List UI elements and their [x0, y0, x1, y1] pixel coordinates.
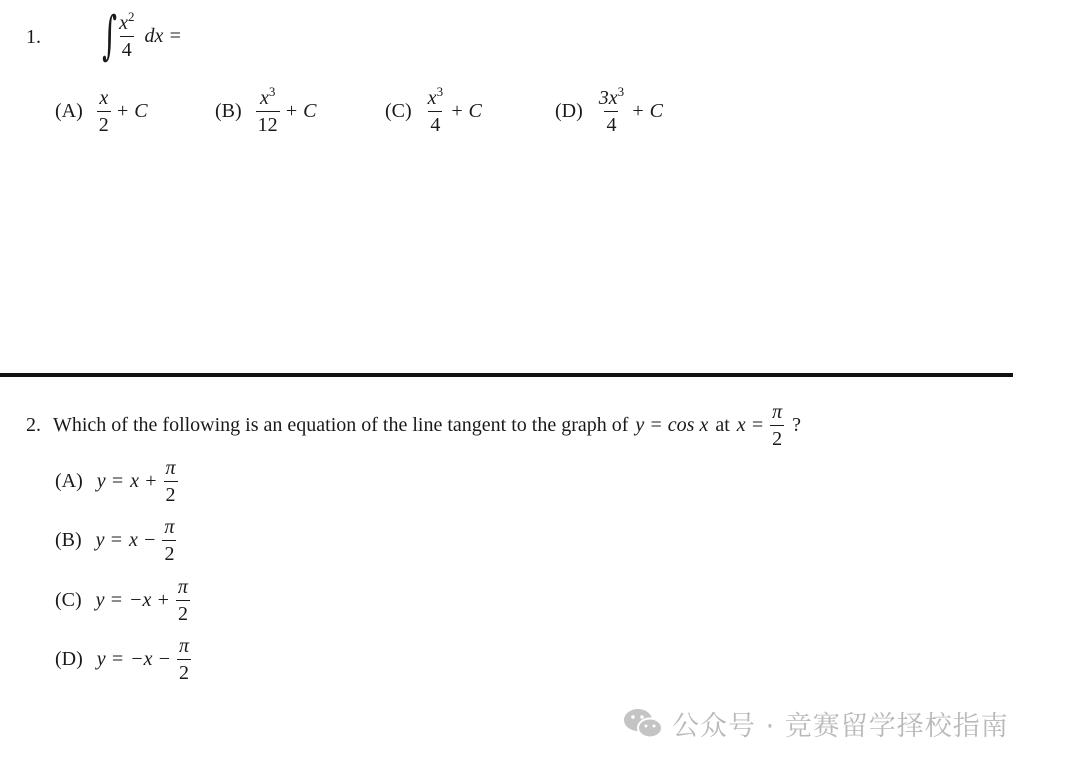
stem-fraction: $\frac{\pi}{2}$ [772, 401, 783, 450]
choice-a[interactable]: (A) $\frac{x}{2}$ + C [55, 87, 148, 136]
choice-d[interactable]: (D) $\frac{3x^3}{4}$ + C [555, 84, 663, 136]
integrand-fraction: $\frac{x^2}{4}$ [119, 8, 135, 61]
wechat-icon [622, 706, 664, 742]
watermark-text: 公众号 · 竞赛留学择校指南 [672, 711, 1009, 742]
choice-c[interactable]: (C) y = −x + $\frac{\pi}{2}$ [55, 576, 188, 625]
watermark [622, 704, 1009, 743]
stem-equation: y = cos x [635, 414, 709, 436]
choice-d[interactable]: (D) y = −x − $\frac{\pi}{2}$ [55, 635, 190, 684]
question-stem: 2. Which of the following is an equation of the line tangent to the graph of y = cos x at x = $\frac{\pi}{2}$ ? [26, 401, 802, 450]
integral-expression [96, 6, 182, 66]
question-number: 1. [26, 26, 41, 48]
stem-text: Which of the following is an equation of the line tangent to the graph of [53, 414, 629, 436]
choice-b[interactable]: (B) $\frac{x^3}{12}$ + C [215, 84, 317, 136]
integral-dx: dx = [144, 24, 182, 47]
question-number: 2. [26, 414, 41, 436]
choice-a[interactable]: (A) y = x + $\frac{\pi}{2}$ [55, 457, 176, 506]
integral-sign-icon: ∫ [102, 6, 117, 66]
choice-c[interactable]: (C) $\frac{x^3}{4}$ + C [385, 84, 482, 136]
choice-b[interactable]: (B) y = x − $\frac{\pi}{2}$ [55, 516, 175, 565]
section-divider [0, 373, 1013, 377]
